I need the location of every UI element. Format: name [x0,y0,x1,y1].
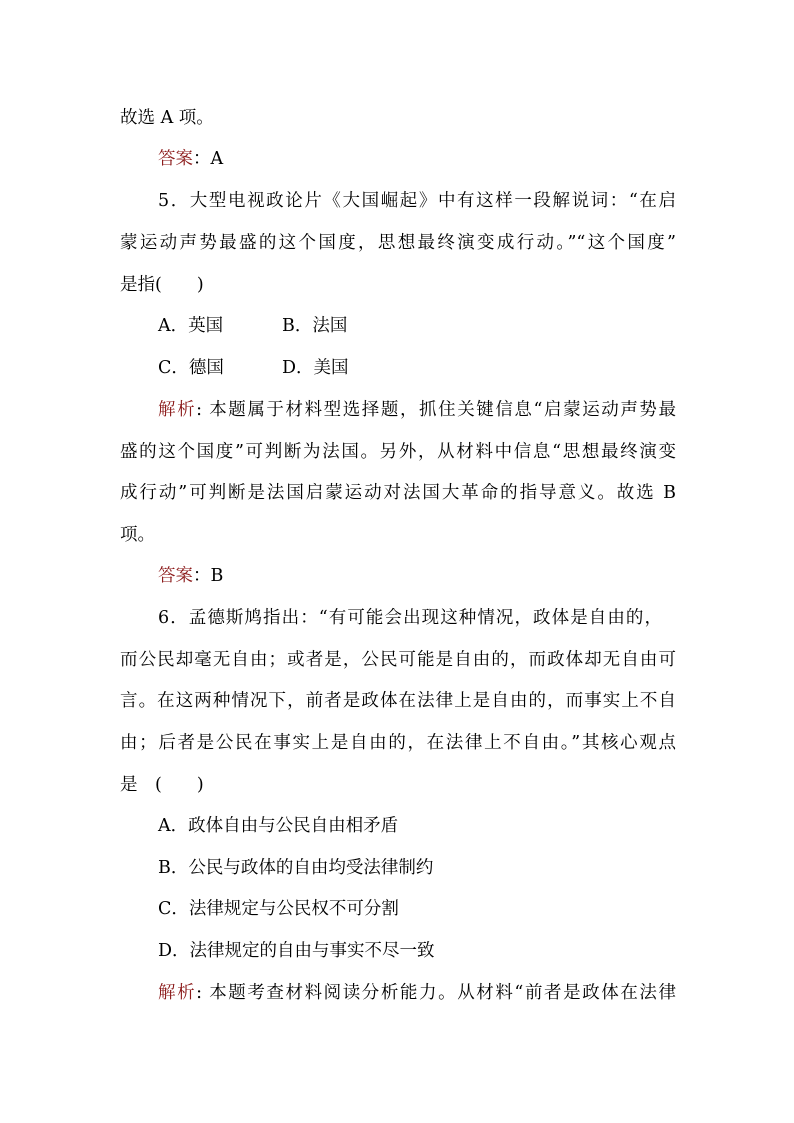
q6-option-c: C．法律规定与公民权不可分割 [158,899,399,919]
q5-answer-line [158,564,223,588]
q6-stem-line-1: 6．孟德斯鸠指出：“有可能会出现这种情况，政体是自由的， [158,608,662,628]
q6-option-b: B．公民与政体的自由均受法律制约 [158,858,434,878]
answer-separator: ： [193,566,211,586]
q5-analysis-line-3: 成行动”可判断是法国启蒙运动对法国大革命的指导意义。故选 B [120,483,676,503]
q5-option-b: B．法国 [282,316,348,336]
prev-analysis-tail: 故选 A 项。 [120,108,214,128]
answer-label: 答案 [158,149,193,169]
q5-options-row-1 [158,314,347,338]
q5-options-row-2 [158,356,349,380]
q6-analysis-line-1 [158,981,676,1005]
q5-analysis-line-2: 盛的这个国度”可判断为法国。另外，从材料中信息“思想最终演变 [120,442,676,462]
q6-stem-line-3: 言。在这两种情况下，前者是政体在法律上是自由的，而事实上不自 [120,691,676,711]
answer-value: B [210,566,224,586]
answer-label: 答案 [158,566,193,586]
prev-answer-line [158,147,223,171]
q5-stem-line-2: 蒙运动声势最盛的这个国度，思想最终演变成行动。”“这个国度” [120,233,676,253]
q6-stem-line-4: 由；后者是公民在事实上是自由的，在法律上不自由。”其核心观点 [120,733,676,753]
q5-option-c: C．德国 [158,358,224,378]
q5-stem-line-3: 是指( ) [120,275,204,295]
answer-separator: ： [193,149,211,169]
q6-stem-line-2: 而公民却毫无自由；或者是，公民可能是自由的，而政体却无自由可 [120,650,676,670]
q5-option-d: D．美国 [282,358,349,378]
q6-analysis-text-1: : 本题考查材料阅读分析能力。从材料“前者是政体在法律 [196,983,676,1003]
analysis-label: 解析 [158,983,197,1003]
q5-analysis-line-1 [158,398,676,422]
analysis-label: 解析 [158,400,197,420]
q6-option-a: A．政体自由与公民自由相矛盾 [158,816,399,836]
q6-stem-line-5: 是 ( ) [120,775,204,795]
q6-option-d: D．法律规定的自由与事实不尽一致 [158,941,435,961]
answer-value: A [210,149,224,169]
q5-analysis-text-1: : 本题属于材料型选择题，抓住关键信息“启蒙运动声势最 [196,400,676,420]
q5-analysis-line-4: 项。 [120,525,155,545]
q5-stem-line-1: 5．大型电视政论片《大国崛起》中有这样一段解说词：“在启 [158,191,676,211]
q5-option-a: A．英国 [158,316,224,336]
